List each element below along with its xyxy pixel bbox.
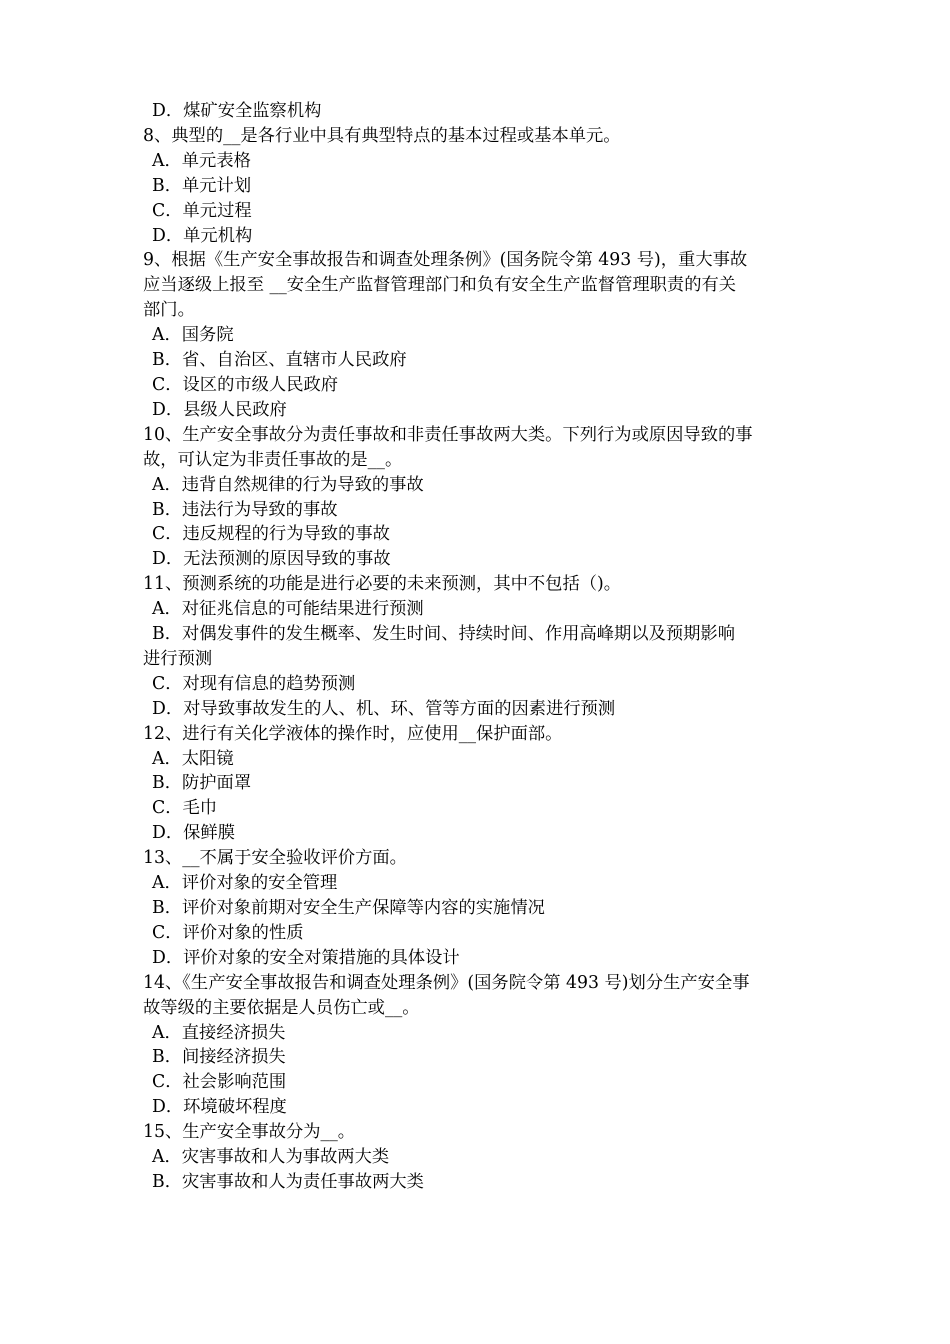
question-text: 12、进行有关化学液体的操作时，应使用__保护面部。 — [143, 723, 563, 744]
question-text: 13、__不属于安全验收评价方面。 — [143, 848, 407, 869]
question-text: 10、生产安全事故分为责任事故和非责任事故两大类。下列行为或原因导致的事 — [143, 424, 753, 445]
answer-option: A．单元表格 — [152, 150, 251, 171]
answer-option: B．单元计划 — [152, 175, 252, 196]
answer-option: D．煤矿安全监察机构 — [152, 101, 322, 121]
answer-option: B．对偶发事件的发生概率、发生时间、持续时间、作用高峰期以及预期影响 — [152, 624, 735, 645]
answer-option: C．设区的市级人民政府 — [152, 374, 339, 395]
answer-option: C．违反规程的行为导致的事故 — [152, 524, 390, 545]
answer-option: A．国务院 — [152, 325, 234, 346]
answer-option: A．太阳镜 — [152, 748, 234, 769]
question-text: 进行预测 — [143, 648, 213, 669]
question-text: 故等级的主要依据是人员伤亡或__。 — [143, 997, 420, 1018]
answer-option: B．灾害事故和人为责任事故两大类 — [152, 1171, 424, 1192]
question-text: 部门。 — [143, 300, 195, 321]
answer-option: D．无法预测的原因导致的事故 — [152, 549, 391, 570]
question-text: 应当逐级上报至 __安全生产监督管理部门和负有安全生产监督管理职责的有关 — [143, 275, 737, 296]
question-text: 故，可认定为非责任事故的是__。 — [143, 449, 403, 470]
answer-option: D．评价对象的安全对策措施的具体设计 — [152, 947, 460, 968]
answer-option: A．直接经济损失 — [152, 1022, 286, 1043]
answer-option: C．毛巾 — [152, 798, 218, 819]
question-text: 11、预测系统的功能是进行必要的未来预测，其中不包括（)。 — [143, 574, 622, 595]
answer-option: A．评价对象的安全管理 — [152, 873, 338, 894]
answer-option: B．防护面罩 — [152, 773, 252, 794]
question-text: 8、典型的__是各行业中具有典型特点的基本过程或基本单元。 — [143, 125, 621, 146]
answer-option: C．单元过程 — [152, 200, 252, 221]
question-text: 14、《生产安全事故报告和调查处理条例》(国务院令第 493 号)划分生产安全事 — [143, 972, 750, 993]
answer-option: B．违法行为导致的事故 — [152, 499, 338, 520]
answer-option: B．间接经济损失 — [152, 1047, 286, 1068]
answer-option: C．对现有信息的趋势预测 — [152, 673, 356, 694]
question-list — [143, 99, 811, 1195]
answer-option: A．违背自然规律的行为导致的事故 — [152, 474, 424, 495]
answer-option: B．评价对象前期对安全生产保障等内容的实施情况 — [152, 898, 545, 918]
answer-option: D．单元机构 — [152, 225, 253, 246]
answer-option: B．省、自治区、直辖市人民政府 — [152, 350, 407, 371]
answer-option: A．对征兆信息的可能结果进行预测 — [152, 599, 424, 620]
answer-option: C．社会影响范围 — [152, 1072, 287, 1093]
answer-option: D．县级人民政府 — [152, 399, 287, 420]
answer-option: D．保鲜膜 — [152, 823, 235, 844]
answer-option: A．灾害事故和人为事故两大类 — [152, 1147, 390, 1168]
answer-option: C．评价对象的性质 — [152, 922, 304, 943]
answer-option: D．环境破坏程度 — [152, 1097, 287, 1118]
answer-option: D．对导致事故发生的人、机、环、管等方面的因素进行预测 — [152, 698, 616, 719]
question-text: 15、生产安全事故分为__。 — [143, 1122, 356, 1143]
question-text: 9、根据《生产安全事故报告和调查处理条例》(国务院令第 493 号)，重大事故 — [143, 250, 748, 271]
